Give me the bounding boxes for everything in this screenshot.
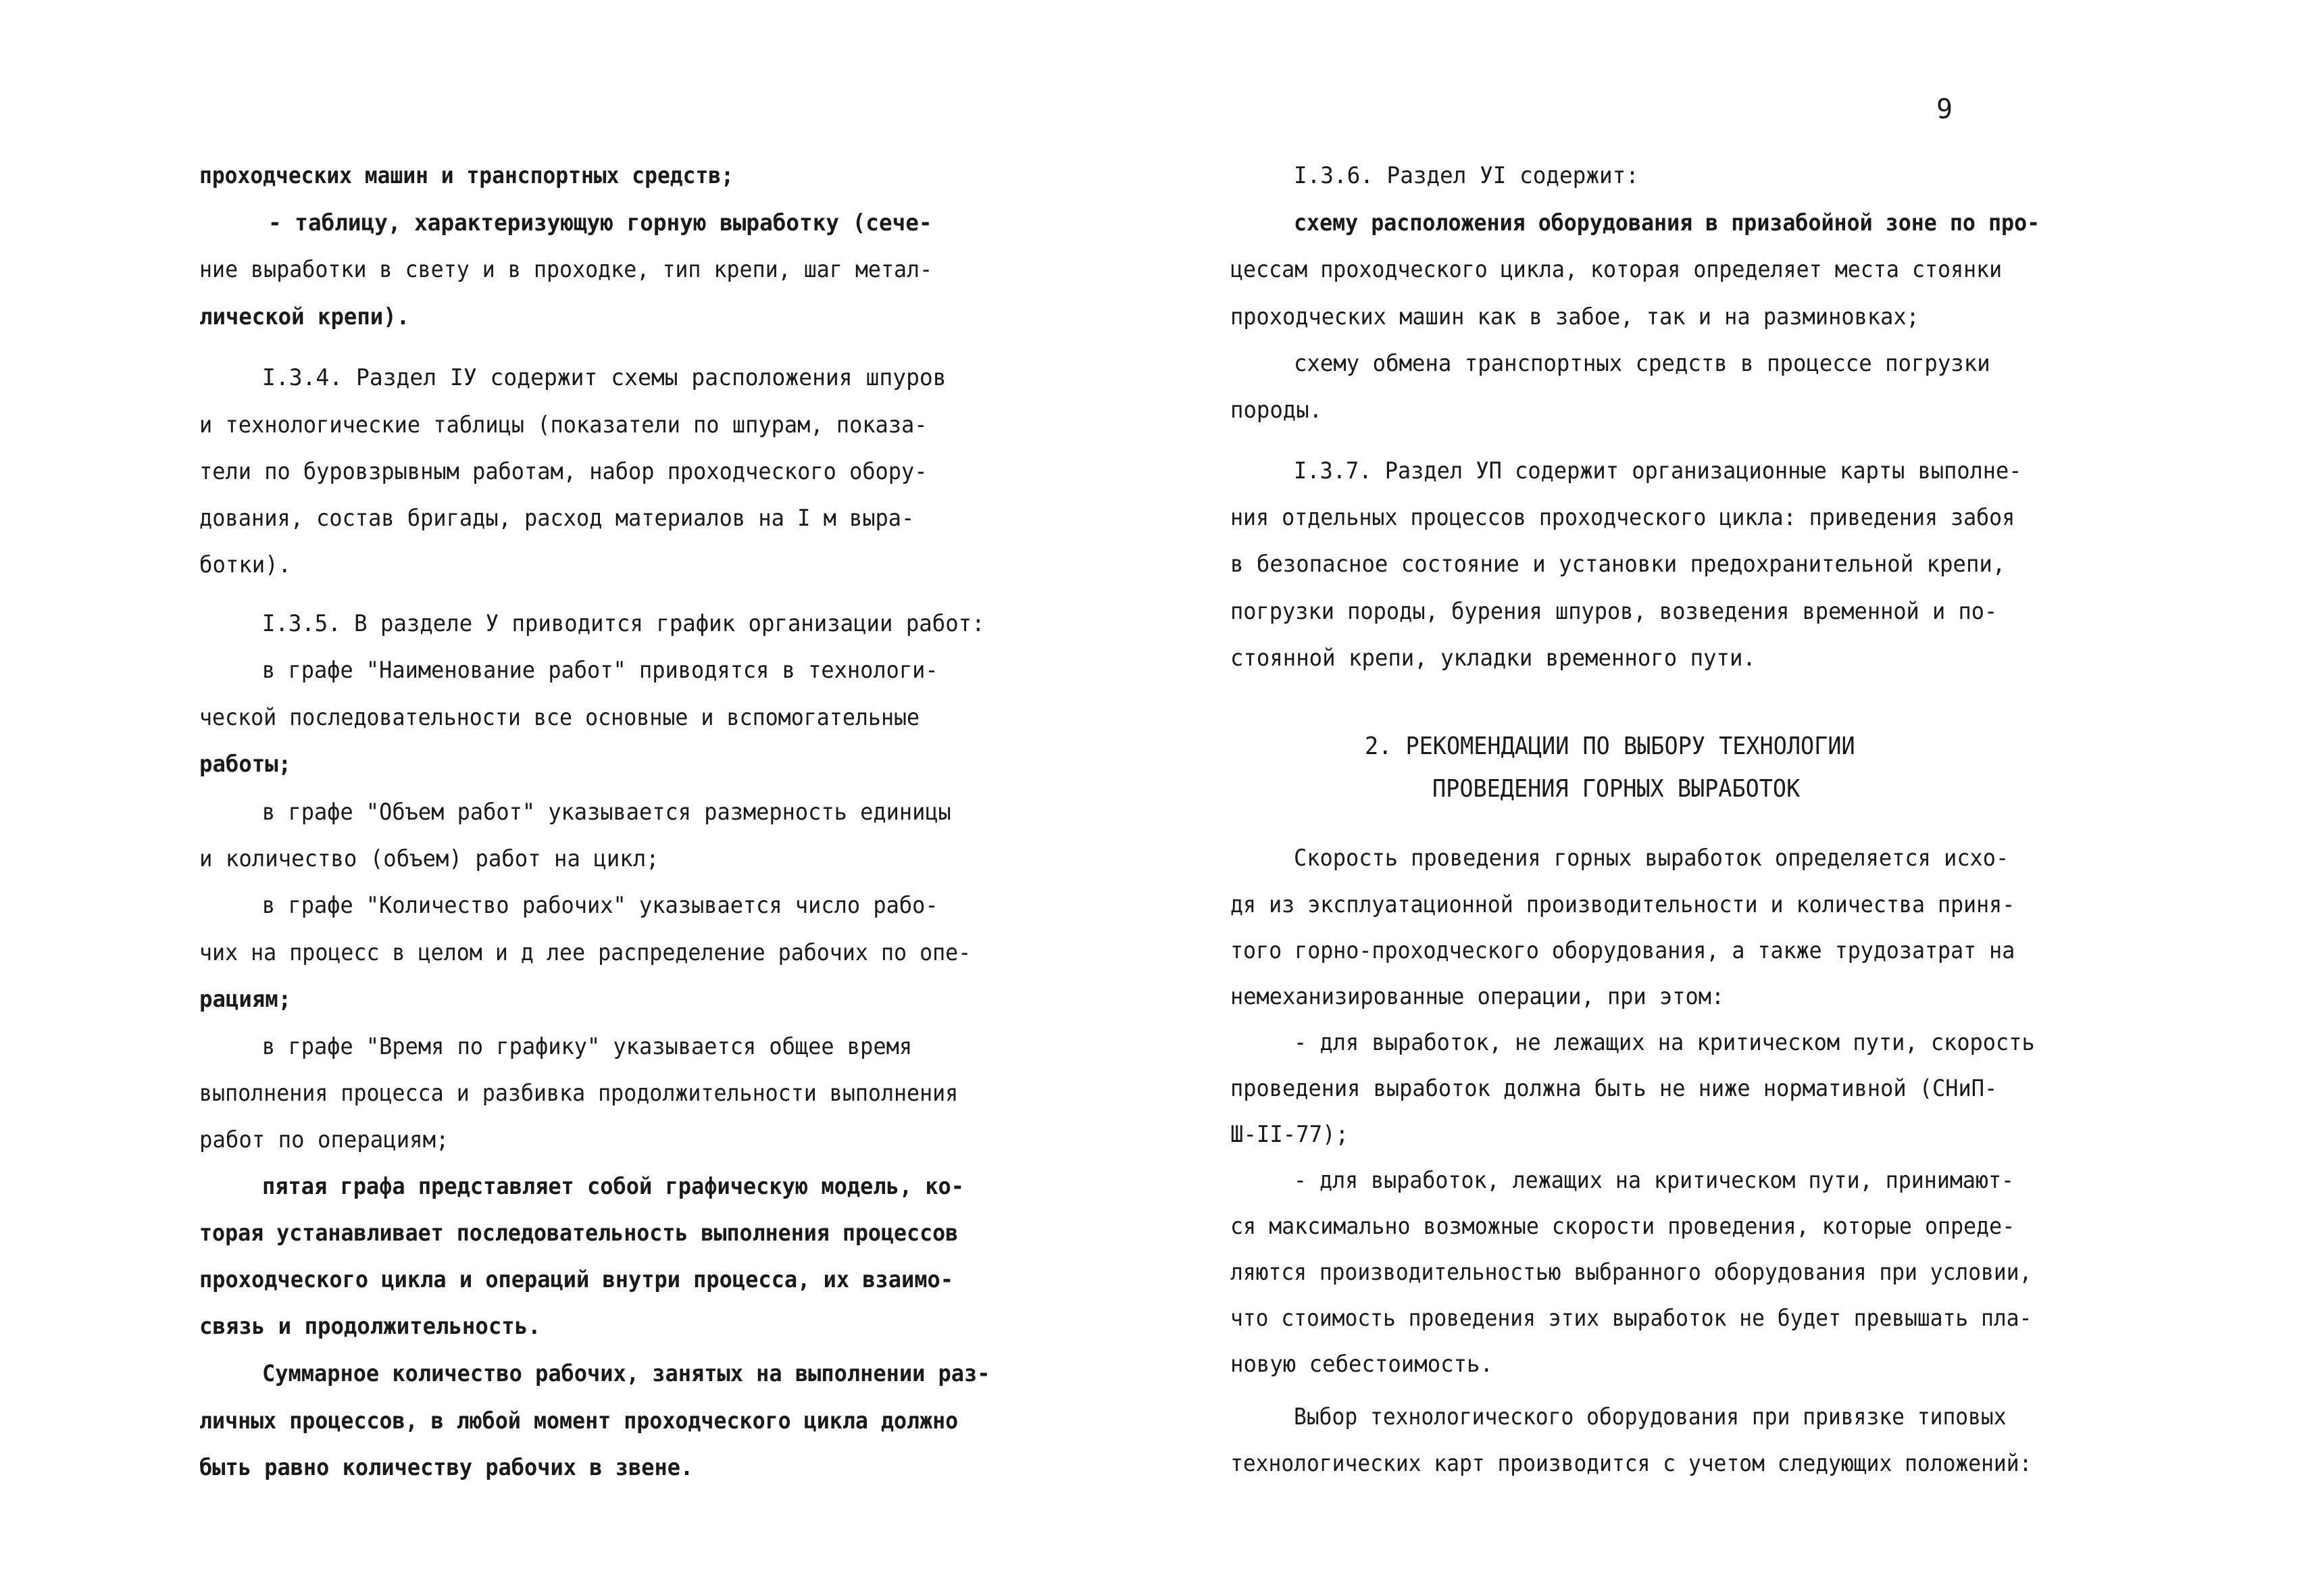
text-line: проходческих машин и транспортных средств; [199,162,734,189]
text-line: Скорость проведения горных выработок определяется исхо- [1294,845,2009,872]
text-line: рациям; [199,986,292,1013]
text-line: ботки). [199,551,292,578]
text-line: ческой последовательности все основные и вспомогательные [199,704,920,731]
text-line: - для выработок, лежащих на критическом пути, принимают- [1294,1167,2015,1194]
section-heading-line-2: ПРОВЕДЕНИЯ ГОРНЫХ ВЫРАБОТОК [1432,775,1801,803]
text-line: в графе "Объем работ" указывается размерность единицы [262,799,951,826]
page-number: 9 [1936,94,1953,125]
text-line: проходческих машин как в забое, так и на разминовках; [1230,303,1919,330]
text-line: тели по буровзрывным работам, набор проходческого обору- [199,458,928,485]
text-line: - для выработок, не лежащих на критическом пути, скорость [1294,1029,2035,1056]
text-line: и количество (объем) работ на цикл; [199,845,659,872]
text-line: новую себестоимость. [1230,1351,1493,1378]
text-line: выполнения процесса и разбивка продолжительности выполнения [199,1080,959,1107]
text-line: проведения выработок должна быть не ниже нормативной (СНиП- [1230,1075,1998,1102]
text-line: чих на процесс в целом и д лее распределение рабочих по опе- [199,939,972,966]
text-line: I.3.4. Раздел IУ содержит схемы расположения шпуров [262,364,947,391]
text-line: Выбор технологического оборудования при привязке типовых [1294,1403,2007,1430]
text-line: что стоимость проведения этих выработок не будет превышать пла- [1230,1305,2032,1332]
text-line: ся максимально возможные скорости проведения, которые опреде- [1230,1213,2015,1240]
text-line: личных процессов, в любой момент проходческого цикла должно [199,1407,959,1435]
text-line: работы; [199,751,292,778]
text-line: дя из эксплуатационной производительности и количества приня- [1230,891,2015,918]
text-line: Суммарное количество рабочих, занятых на выполнении раз- [262,1360,990,1387]
text-line: технологических карт производится с учетом следующих положений: [1230,1450,2032,1477]
section-heading-line-1: 2. РЕКОМЕНДАЦИИ ПО ВЫБОРУ ТЕХНОЛОГИИ [1365,732,1855,760]
text-line: - таблицу, характеризующую горную выработку (сече- [268,209,932,236]
text-line: пятая графа представляет собой графическую модель, ко- [262,1173,965,1200]
text-line: и технологические таблицы (показатели по шпурам, показа- [199,412,928,439]
text-line: торая устанавливает последовательность выполнения процессов [199,1220,959,1247]
text-line: схему обмена транспортных средств в процессе погрузки [1294,350,1990,377]
text-line: погрузки породы, бурения шпуров, возведения временной и по- [1230,598,1998,625]
text-line: Ш-II-77); [1230,1121,1349,1148]
text-line: ляются производительностью выбранного оборудования при условии, [1230,1259,2032,1286]
text-line: в графе "Время по графику" указывается общее время [262,1033,913,1060]
text-line: быть равно количеству рабочих в звене. [199,1454,694,1481]
text-line: ния отдельных процессов проходческого цикла: приведения забоя [1230,504,2015,531]
text-line: лической крепи). [199,303,410,330]
text-line: в графе "Наименование работ" приводятся в технологи- [262,657,938,684]
text-line: I.3.7. Раздел УП содержит организационные карты выполне- [1294,457,2022,484]
text-line: стоянной крепи, укладки временного пути. [1230,645,1756,672]
text-line: цессам проходческого цикла, которая определяет места стоянки [1230,256,2003,283]
text-line: схему расположения оборудования в призабойной зоне по про- [1294,209,2040,236]
text-line: работ по операциям; [199,1126,449,1153]
text-line: дования, состав бригады, расход материалов на I м выра- [199,505,915,532]
text-line: породы. [1230,397,1323,424]
text-line: ние выработки в свету и в проходке, тип крепи, шаг метал- [199,256,933,283]
text-line: проходческого цикла и операций внутри процесса, их взаимо- [199,1266,954,1293]
text-line: I.3.6. Раздел УI содержит: [1294,162,1639,189]
text-line: в графе "Количество рабочих" указывается число рабо- [262,892,938,919]
text-line: I.3.5. В разделе У приводится график организации работ: [262,610,985,637]
text-line: связь и продолжительность. [199,1313,541,1340]
text-line: в безопасное состояние и установки предохранительной крепи, [1230,551,2006,578]
text-line: немеханизированные операции, при этом: [1230,983,1725,1010]
text-line: того горно-проходческого оборудования, а также трудозатрат на [1230,937,2015,964]
